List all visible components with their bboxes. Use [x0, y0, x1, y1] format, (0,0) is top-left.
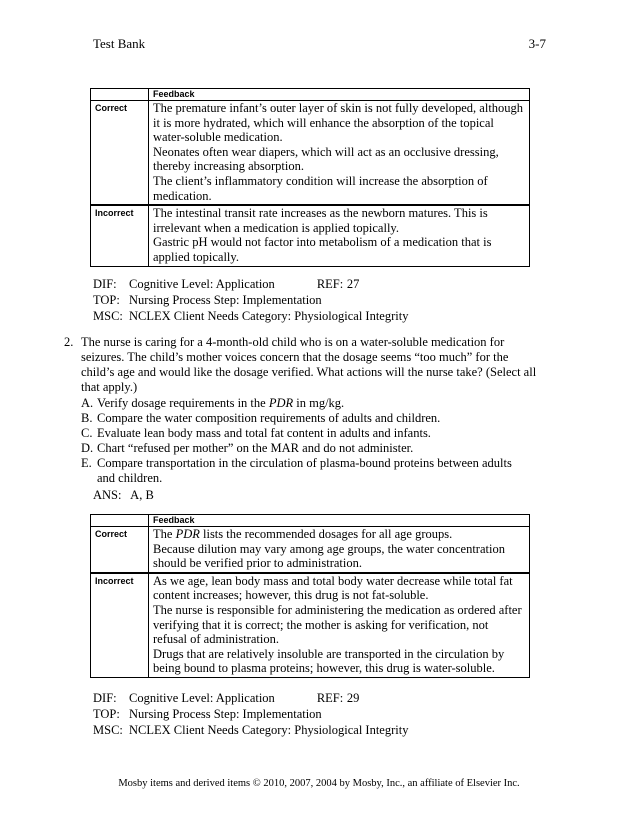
incorrect-label: Incorrect: [91, 573, 149, 678]
question-stem: The nurse is caring for a 4-month-old child who is on a water-soluble medication for seizures. The child’s mother voices concern that the dosage seems “too much” for the child’s age and would like the dosage verified. What actions will the nurse take? (Select all that apply.): [81, 335, 537, 394]
answer-options: [81, 396, 537, 486]
question-metadata-1: [93, 276, 553, 324]
feedback-table-2: [90, 514, 530, 678]
feedback-line: Because dilution may vary among age groups, the water concentration should be verified prior to administration.: [153, 541, 505, 571]
option-b: B. Compare the water composition requirements of adults and children.: [81, 411, 441, 425]
top-key: TOP:: [93, 707, 120, 721]
incorrect-label: Incorrect: [91, 205, 149, 266]
correct-label: Correct: [91, 101, 149, 206]
copyright-footer: Mosby items and derived items © 2010, 2007, 2004 by Mosby, Inc., an affiliate of Elsevier Inc.: [118, 778, 520, 789]
option-e: E. Compare transportation in the circulation of plasma-bound proteins between adults and children.: [81, 456, 512, 485]
feedback-line: The PDR lists the recommended dosages for all age groups.: [153, 527, 453, 541]
msc-value: NCLEX Client Needs Category: Physiological Integrity: [129, 723, 409, 737]
msc-key: MSC:: [93, 723, 123, 737]
question-metadata-2: [93, 690, 553, 738]
correct-feedback: [149, 101, 530, 206]
dif-value: Cognitive Level: Application: [129, 277, 275, 291]
incorrect-feedback: [149, 205, 530, 266]
ref-value: 29: [346, 691, 360, 705]
feedback-line: As we age, lean body mass and total body water decrease while total fat content increases; however, this drug is not fat-soluble.: [153, 573, 513, 603]
feedback-line: Gastric pH would not factor into metabolism of a medication that is applied topically.: [153, 235, 492, 264]
incorrect-feedback: [149, 573, 530, 678]
feedback-header: Feedback: [149, 515, 530, 527]
ref-key: REF:: [316, 691, 344, 705]
correct-label: Correct: [91, 527, 149, 573]
feedback-header: Feedback: [149, 89, 530, 101]
feedback-line: Drugs that are relatively insoluble are transported in the circulation by being bound to plasma proteins; however, this drug is water-soluble.: [153, 646, 505, 676]
option-d: D. Chart “refused per mother” on the MAR and do not administer.: [81, 441, 414, 455]
ref-key: REF:: [316, 277, 344, 291]
dif-value: Cognitive Level: Application: [129, 691, 275, 705]
question-number: 2.: [64, 335, 74, 349]
msc-key: MSC:: [93, 309, 123, 323]
feedback-line: The client’s inflammatory condition will increase the absorption of medication.: [153, 173, 488, 203]
correct-feedback: [149, 527, 530, 573]
answer-key: ANS: A, B: [93, 488, 154, 502]
feedback-line: The premature infant’s outer layer of skin is not fully developed, although it is more hydrated, which will enhance the absorption of the topical water-soluble medication.: [153, 101, 524, 145]
msc-value: NCLEX Client Needs Category: Physiological Integrity: [129, 309, 409, 323]
top-value: Nursing Process Step: Implementation: [129, 707, 322, 721]
ref-value: 27: [346, 277, 360, 291]
feedback-table-1: [90, 88, 530, 267]
dif-key: DIF:: [93, 277, 117, 291]
top-value: Nursing Process Step: Implementation: [129, 293, 322, 307]
top-key: TOP:: [93, 293, 120, 307]
feedback-line: Neonates often wear diapers, which will act as an occlusive dressing, thereby increasing absorption.: [153, 144, 499, 174]
feedback-line: The intestinal transit rate increases as the newborn matures. This is irrelevant when a medication is applied topically.: [153, 206, 488, 235]
page-number: 3-7: [528, 36, 546, 51]
option-c: C. Evaluate lean body mass and total fat content in adults and infants.: [81, 426, 431, 440]
option-a: A. Verify dosage requirements in the PDR in mg/kg.: [81, 396, 345, 410]
running-header-title: Test Bank: [93, 36, 146, 51]
dif-key: DIF:: [93, 691, 117, 705]
feedback-line: The nurse is responsible for administering the medication as ordered after verifying that it is correct; the mother is asking for verification, not refusal of administration.: [153, 602, 522, 647]
